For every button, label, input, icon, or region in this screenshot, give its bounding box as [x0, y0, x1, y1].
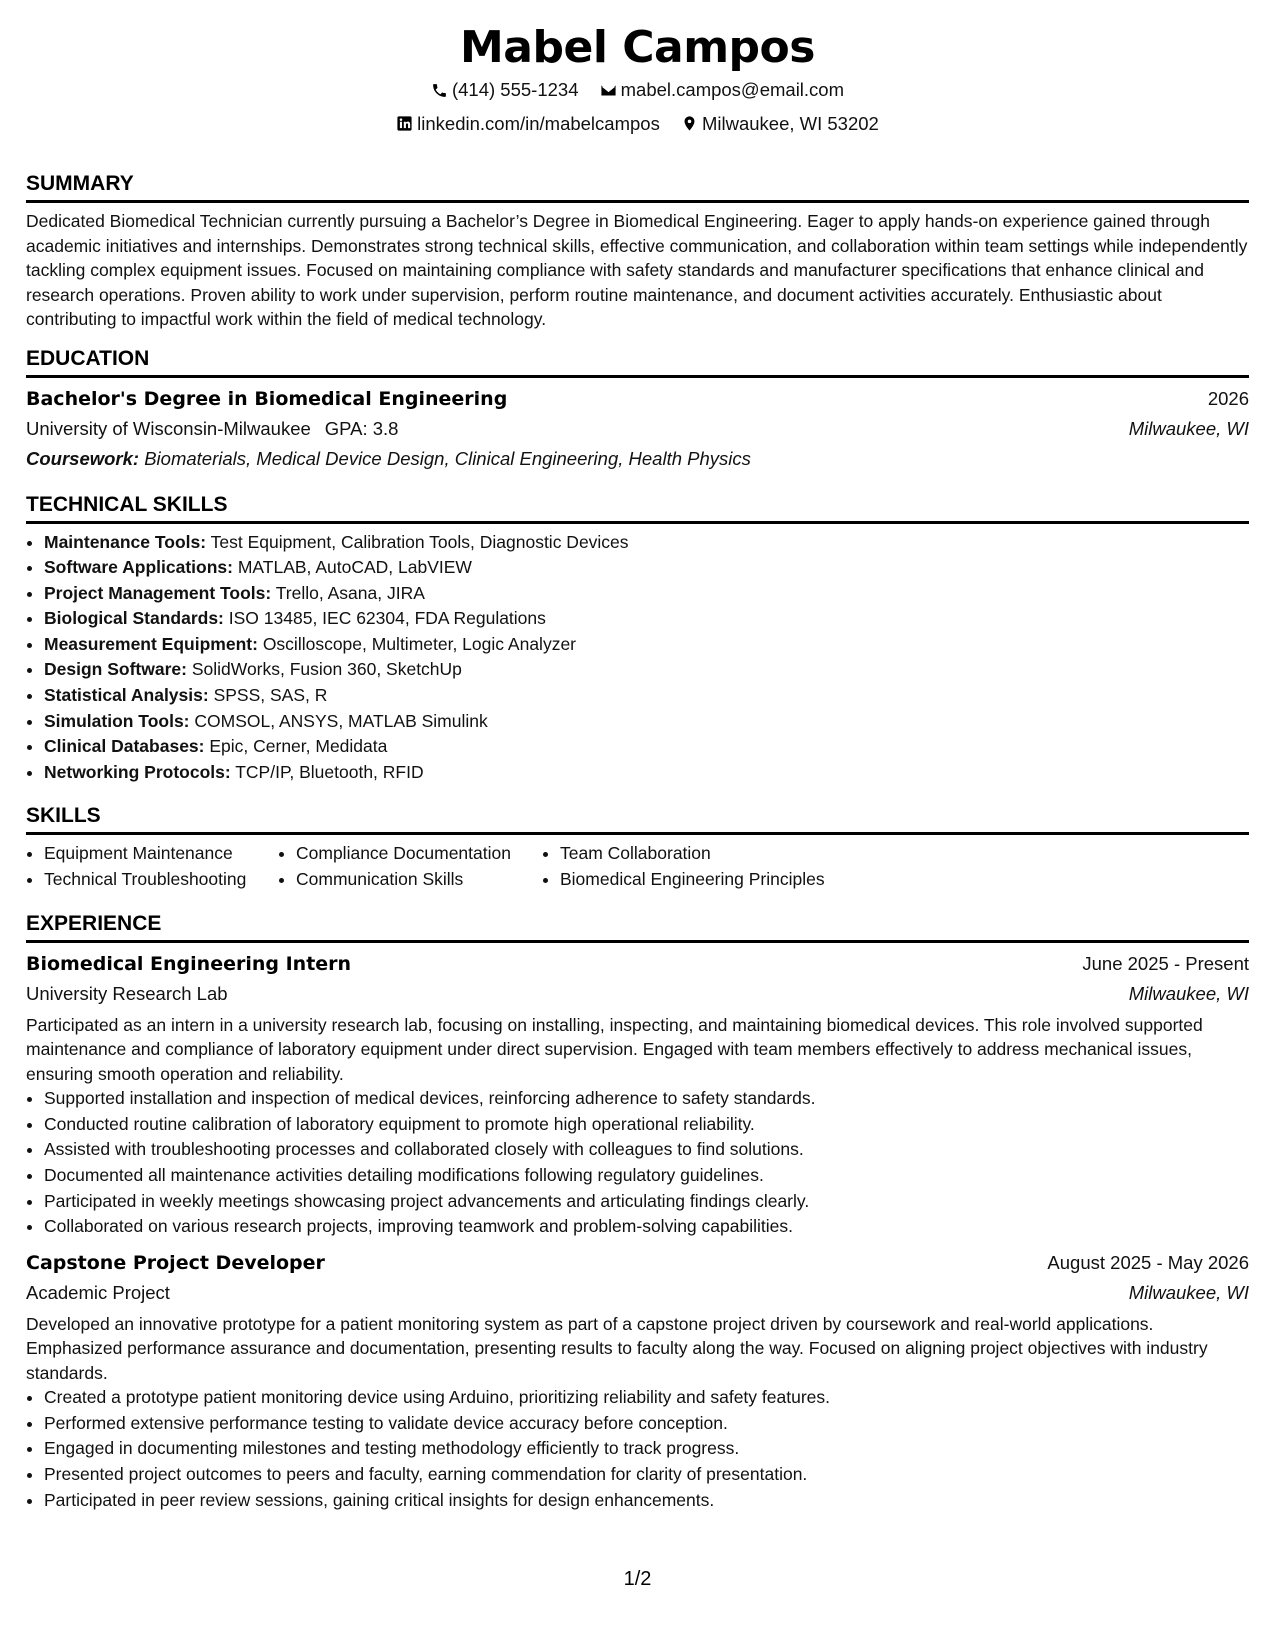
skills-column	[278, 841, 542, 892]
contact-line-1	[26, 78, 1249, 105]
education-school-row	[26, 414, 1249, 444]
skill-values: ISO 13485, IEC 62304, FDA Regulations	[228, 608, 546, 629]
list-item: • Compliance Documentation	[296, 841, 542, 867]
page-number: 1/2	[623, 1568, 652, 1590]
list-item	[44, 530, 1249, 556]
job-dates: June 2025 - Present	[1082, 952, 1249, 974]
skill-category: Measurement Equipment:	[44, 633, 258, 654]
school-name: University of Wisconsin-Milwaukee	[26, 417, 311, 439]
list-item	[44, 709, 1249, 735]
gpa: GPA: 3.8	[324, 417, 399, 439]
linkedin-text: linkedin.com/in/mabelcampos	[417, 112, 660, 134]
location-contact	[681, 112, 879, 136]
skills-column	[542, 841, 825, 892]
skill-category: Project Management Tools:	[44, 582, 272, 603]
list-item: • Communication Skills	[296, 867, 542, 893]
list-item: • Presented project outcomes to peers and faculty, earning commendation for clarity of presentation.	[44, 1462, 1249, 1488]
job-description: Participated as an intern in a university research lab, focusing on installing, inspecting, and maintaining biomedical devices. This role involved supported maintenance and compliance of laboratory equipment under direct supervision. Engaged with team members effectively to address mechanical issues, ensuring smooth operation and reliability.	[26, 1014, 1203, 1084]
job-bullets	[26, 1385, 1249, 1513]
envelope-icon	[600, 82, 617, 99]
linkedin-icon	[396, 115, 413, 132]
technical-skills-section	[26, 492, 1249, 786]
location-text: Milwaukee, WI 53202	[701, 112, 879, 134]
section-title: TECHNICAL SKILLS	[26, 492, 1249, 524]
degree-title: Bachelor's Degree in Biomedical Engineering	[26, 387, 508, 410]
skill-category: Software Applications:	[44, 557, 233, 578]
list-item: • Engaged in documenting milestones and testing methodology efficiently to track progress.	[44, 1436, 1249, 1462]
job-dates: August 2025 - May 2026	[1047, 1251, 1249, 1273]
list-item	[44, 555, 1249, 581]
skill-category: Maintenance Tools:	[44, 531, 207, 552]
section-title: EDUCATION	[26, 346, 1249, 378]
skill-category: Statistical Analysis:	[44, 685, 209, 706]
job-header-row	[26, 1248, 1249, 1278]
job-header-row	[26, 949, 1249, 979]
list-item: • Participated in peer review sessions, gaining critical insights for design enhancements.	[44, 1488, 1249, 1514]
contact-line-2	[26, 112, 1249, 139]
technical-skills-list	[26, 530, 1249, 786]
list-item: • Biomedical Engineering Principles	[560, 867, 825, 893]
list-item	[44, 581, 1249, 607]
skills-grid	[26, 841, 1249, 892]
phone-text: (414) 555-1234	[451, 79, 579, 100]
coursework-list: Biomaterials, Medical Device Design, Clinical Engineering, Health Physics	[144, 447, 751, 469]
list-item: • Participated in weekly meetings showcasing project advancements and articulating findings clearly.	[44, 1189, 1249, 1215]
section-title: EXPERIENCE	[26, 911, 1249, 943]
skill-values: Epic, Cerner, Medidata	[209, 736, 388, 757]
list-item: • Team Collaboration	[560, 841, 825, 867]
phone-contact[interactable]	[431, 78, 579, 102]
list-item: • Assisted with troubleshooting processes and collaborated closely with colleagues to find solutions.	[44, 1137, 1249, 1163]
map-pin-icon	[681, 115, 698, 132]
list-item: • Performed extensive performance testing to validate device accuracy before conception.	[44, 1411, 1249, 1437]
skill-values: COMSOL, ANSYS, MATLAB Simulink	[194, 710, 488, 731]
list-item: • Equipment Maintenance	[44, 841, 278, 867]
section-title: SUMMARY	[26, 171, 1249, 203]
skill-values: TCP/IP, Bluetooth, RFID	[235, 761, 424, 782]
experience-section	[26, 911, 1249, 1514]
skill-category: Biological Standards:	[44, 608, 224, 629]
skill-values: SolidWorks, Fusion 360, SketchUp	[191, 659, 462, 680]
email-contact[interactable]	[600, 78, 844, 102]
list-item: • Collaborated on various research projects, improving teamwork and problem-solving capabilities.	[44, 1214, 1249, 1240]
job-description: Developed an innovative prototype for a patient monitoring system as part of a capstone project driven by coursework and real-world applications. Emphasized performance assurance and documentation, presenting results to faculty along the way. Focused on aligning project objectives with industry standards.	[26, 1313, 1208, 1383]
job-location: Milwaukee, WI	[1128, 1281, 1249, 1303]
skill-values: SPSS, SAS, R	[213, 685, 328, 706]
job-location: Milwaukee, WI	[1128, 982, 1249, 1004]
skill-values: Oscilloscope, Multimeter, Logic Analyzer	[262, 633, 577, 654]
skill-values: MATLAB, AutoCAD, LabVIEW	[237, 557, 472, 578]
job-bullets	[26, 1086, 1249, 1240]
linkedin-contact[interactable]	[396, 112, 660, 136]
coursework	[26, 444, 1249, 474]
skill-values: Trello, Asana, JIRA	[275, 582, 425, 603]
skill-category: Design Software:	[44, 659, 187, 680]
coursework-label: Coursework:	[26, 447, 140, 469]
job-organization: University Research Lab	[26, 982, 228, 1004]
skill-values: Test Equipment, Calibration Tools, Diagnostic Devices	[210, 531, 629, 552]
skills-column	[26, 841, 278, 892]
skill-category: Networking Protocols:	[44, 761, 231, 782]
school-location: Milwaukee, WI	[1128, 417, 1249, 439]
list-item	[44, 760, 1249, 786]
list-item	[44, 606, 1249, 632]
job-title: Biomedical Engineering Intern	[26, 952, 352, 975]
job-organization: Academic Project	[26, 1281, 170, 1303]
summary-text: Dedicated Biomedical Technician currently pursuing a Bachelor’s Degree in Biomedical Engineering. Eager to apply hands-on experience gained through academic initiatives and internships. Demonstrates strong technical skills, effective communication, and collaboration within team settings while independently tackling complex equipment issues. Focused on maintaining compliance with safety standards and manufacturer specifications that enhance clinical and research operations. Proven ability to work under supervision, perform routine maintenance, and document activities accurately. Enthusiastic about contributing to impactful work within the field of medical technology.	[26, 211, 1248, 329]
job-entry	[26, 1248, 1249, 1513]
skill-category: Simulation Tools:	[44, 710, 190, 731]
skill-category: Clinical Databases:	[44, 736, 205, 757]
education-section	[26, 346, 1249, 474]
school-info	[26, 414, 398, 444]
graduation-year: 2026	[1207, 387, 1249, 409]
summary-section	[26, 171, 1249, 332]
list-item: • Conducted routine calibration of laboratory equipment to promote high operational reliability.	[44, 1112, 1249, 1138]
skills-section	[26, 803, 1249, 892]
candidate-name: Mabel Campos	[460, 22, 815, 73]
job-org-row	[26, 1278, 1249, 1308]
section-title: SKILLS	[26, 803, 1249, 835]
education-header-row	[26, 384, 1249, 414]
list-item: • Documented all maintenance activities detailing modifications following regulatory guidelines.	[44, 1163, 1249, 1189]
email-text: mabel.campos@email.com	[620, 79, 845, 100]
job-entry	[26, 949, 1249, 1240]
job-title: Capstone Project Developer	[26, 1251, 325, 1274]
list-item	[44, 734, 1249, 760]
job-org-row	[26, 979, 1249, 1009]
list-item	[44, 632, 1249, 658]
list-item	[44, 683, 1249, 709]
list-item: • Supported installation and inspection of medical devices, reinforcing adherence to safety standards.	[44, 1086, 1249, 1112]
list-item	[44, 657, 1249, 683]
phone-icon	[431, 82, 448, 99]
resume-page	[26, 0, 1249, 1513]
list-item: • Created a prototype patient monitoring device using Arduino, prioritizing reliability and safety features.	[44, 1385, 1249, 1411]
list-item: • Technical Troubleshooting	[44, 867, 278, 893]
